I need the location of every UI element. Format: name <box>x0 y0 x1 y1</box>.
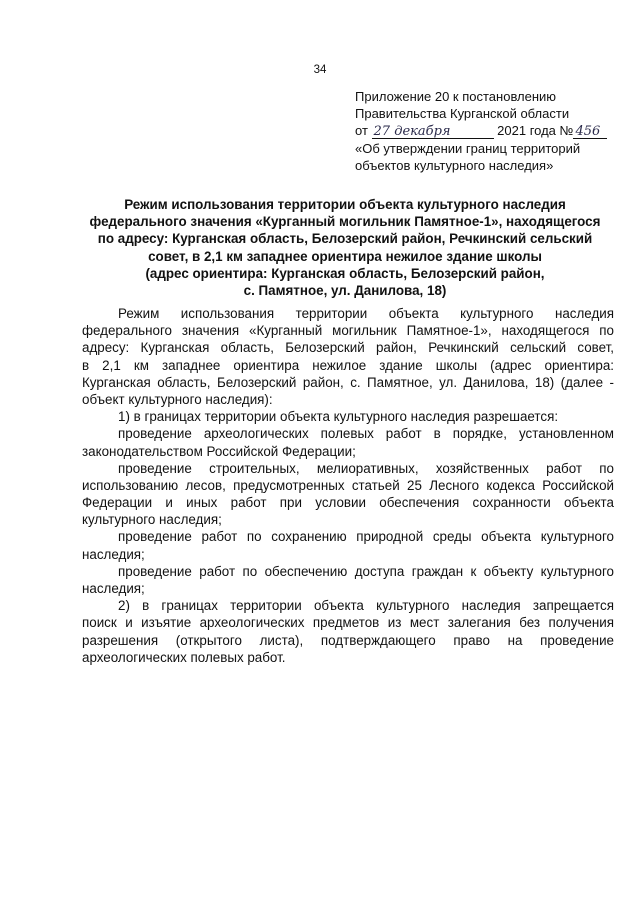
appendix-line-1: Приложение 20 к постановлению <box>355 89 557 104</box>
appendix-line-2: Правительства Курганской области <box>355 106 570 122</box>
page-number: 34 <box>313 64 327 76</box>
body-line: поиск и изъятие археологических предметов из мест залегания без получения <box>82 615 614 631</box>
date-prefix: от <box>355 123 368 139</box>
document-body <box>82 305 614 666</box>
year-text: 2021 года № <box>497 123 574 139</box>
appendix-date-line <box>355 122 625 139</box>
body-line: в 2,1 км западнее ориентира нежилое здание школы (адрес ориентира: <box>82 357 614 373</box>
body-line: объект культурного наследия): <box>82 391 273 407</box>
body-line: проведение строительных, мелиоративных, хозяйственных работ по <box>118 460 614 476</box>
title-line: (адрес ориентира: Курганская область, Белозерский район, <box>145 265 545 281</box>
title-line: Режим использования территории объекта культурного наследия <box>124 197 566 212</box>
body-line: 2) в границах территории объекта культурного наследия запрещается <box>118 598 614 614</box>
body-line: наследия; <box>82 546 145 562</box>
body-line: проведение работ по сохранению природной среды объекта культурного <box>118 529 614 545</box>
appendix-line-4: «Об утверждении границ территорий <box>355 140 581 156</box>
body-line: разрешения (открытого листа), подтверждающего право на проведение <box>82 632 614 648</box>
title-line: с. Памятное, ул. Данилова, 18) <box>243 283 447 299</box>
body-line: проведение работ по обеспечению доступа граждан к объекту культурного <box>118 563 614 579</box>
body-line: федерального значения «Курганный могильник Памятное-1», находящегося по <box>82 323 614 339</box>
body-line: использованию лесов, предусмотренных статьей 25 Лесного кодекса Российской <box>82 477 614 493</box>
handwritten-date: 27 декабря <box>372 125 494 139</box>
body-line: законодательством Российской Федерации; <box>82 443 356 459</box>
body-line: наследия; <box>82 581 145 596</box>
title-line: федерального значения «Курганный могильник Памятное-1», находящегося <box>89 214 601 230</box>
body-line: Курганская область, Белозерский район, с. Памятное, ул. Данилова, 18) (далее - <box>82 374 614 390</box>
body-line: проведение археологических полевых работ в порядке, установленном <box>118 426 614 442</box>
body-line: Федерации и иных работ при условии обеспечения сохранности объекта <box>82 495 614 511</box>
appendix-line-5: объектов культурного наследия» <box>355 157 554 173</box>
body-line: культурного наследия; <box>82 512 222 528</box>
body-line: 1) в границах территории объекта культурного наследия разрешается: <box>118 409 559 425</box>
appendix-header <box>355 88 625 174</box>
body-line: археологических полевых работ. <box>82 649 286 665</box>
title-line: совет, в 2,1 км западнее ориентира нежилое здание школы <box>148 248 542 264</box>
title-line: по адресу: Курганская область, Белозерский район, Речкинский сельский <box>97 231 593 247</box>
body-line: Режим использования территории объекта культурного наследия <box>118 306 614 321</box>
handwritten-number: 456 <box>573 125 607 139</box>
document-title <box>60 196 630 299</box>
body-line: адресу: Курганская область, Белозерский район, Речкинский сельский совет, <box>82 340 614 356</box>
